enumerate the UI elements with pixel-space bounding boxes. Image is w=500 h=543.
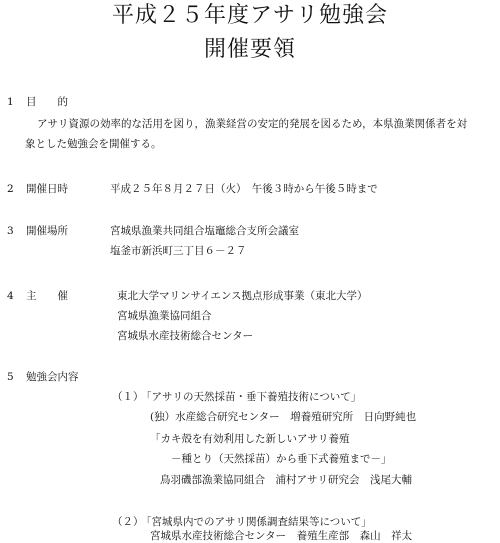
purpose-text-line2: 象とした勉強会を開催する。 bbox=[25, 138, 162, 150]
talk-number: （１） bbox=[112, 391, 144, 403]
venue-line2: 塩釜市新浜町三丁目６－２７ bbox=[110, 245, 247, 257]
venue-line1: 宮城県漁業共同組合塩竈総合支所会議室 bbox=[110, 225, 299, 237]
section-heading: 主 催 bbox=[26, 290, 68, 302]
section-heading: 勉強会内容 bbox=[26, 371, 79, 383]
section-number: 2 bbox=[7, 183, 14, 195]
document-title: 平成２５年度アサリ勉強会 bbox=[111, 3, 388, 28]
section-number: 3 bbox=[7, 225, 14, 237]
talk-title: 「宮城県内でのアサリ関係調査結果等について」 bbox=[141, 516, 372, 528]
talk-title-2-line2: －種とり（天然採苗）から垂下式養殖まで－」 bbox=[171, 453, 392, 465]
section-heading: 開催場所 bbox=[26, 225, 68, 237]
section-heading: 開催日時 bbox=[26, 183, 68, 195]
organizer-item: 宮城県水産技術総合センター bbox=[117, 330, 254, 342]
purpose-text-line1: アサリ資源の効率的な活用を図り，漁業経営の安定的発展を図るため，本県漁業関係者を対 bbox=[37, 118, 468, 130]
section-heading: 目 的 bbox=[26, 96, 68, 108]
section-number: 1 bbox=[7, 96, 14, 108]
talk-number: （２） bbox=[112, 516, 144, 528]
section-number: 5 bbox=[7, 371, 14, 383]
datetime-value: 平成２５年８月２７日（火） 午後３時から午後５時まで bbox=[110, 183, 378, 195]
talk-title: 「アサリの天然採苗・垂下養殖技術について」 bbox=[141, 391, 362, 403]
talk-speaker: (独）水産総合研究センター 増養殖研究所 日向野純也 bbox=[150, 411, 417, 423]
document-subtitle: 開催要領 bbox=[203, 37, 296, 62]
section-number: 4 bbox=[7, 290, 14, 302]
talk-speaker: 宮城県水産技術総合センター 養殖生産部 森山 祥太 bbox=[150, 530, 413, 542]
organizer-item: 東北大学マリンサイエンス拠点形成事業（東北大学） bbox=[117, 290, 368, 302]
organizer-item: 宮城県漁業協同組合 bbox=[117, 310, 212, 322]
talk-speaker-2: 鳥羽磯部漁業協同組合 浦村アサリ研究会 浅尾大輔 bbox=[160, 474, 412, 486]
talk-title-2-line1: 「カキ殻を有効利用した新しいアサリ養殖 bbox=[150, 433, 350, 445]
